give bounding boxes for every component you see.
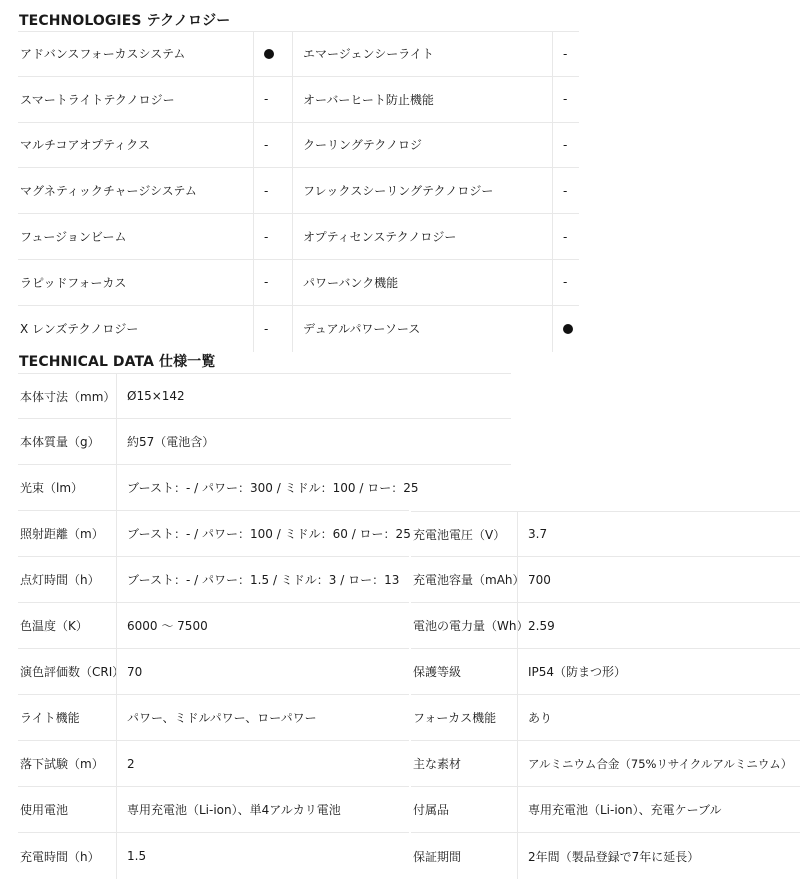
spec-row [18,419,511,465]
tech-row [18,214,579,260]
spec-label: 付属品 [413,803,450,817]
spec-value: Ø15×142 [116,374,511,418]
technical-data-title: TECHNICAL DATA 仕様一覧 [19,354,216,370]
spec-value: 2年間（製品登録で7年に延長） [517,833,800,879]
spec-label: フォーカス機能 [413,711,497,725]
spec-row [411,741,800,787]
spec-value: 2 [116,741,409,786]
tech-row [18,306,579,352]
spec-row [411,833,800,879]
tech-value: - [253,260,292,305]
spec-value: 70 [116,649,409,694]
tech-value: - [253,77,292,122]
spec-value: 専用充電池（Li-ion）、充電ケーブル [517,787,800,832]
tech-name: オーバーヒート防止機能 [292,77,552,122]
spec-label: 電池の電力量（Wh） [413,619,529,633]
spec-label: 充電時間（h） [20,849,100,864]
tech-row [18,77,579,123]
spec-row [18,511,409,557]
spec-row [411,649,800,695]
tech-value: - [253,168,292,213]
spec-row [411,511,800,557]
spec-row [18,649,409,695]
tech-name: マルチコアオプティクス [20,138,150,153]
spec-label: 演色評価数（CRI） [20,665,125,679]
spec-label: 色温度（K） [20,619,88,633]
spec-value: 約57（電池含） [116,419,511,464]
spec-row [18,787,409,833]
technologies-table [18,31,579,352]
tech-value: - [552,77,579,122]
tech-value: - [253,214,292,259]
spec-value: IP54（防まつ形） [517,649,800,694]
spec-label: 充電池電圧（V） [413,527,506,542]
spec-value: あり [517,695,800,740]
spec-value: アルミニウム合金（75%リサイクルアルミニウム） [517,741,800,786]
spec-label: 点灯時間（h） [20,573,100,587]
spec-value: ブースト：- / パワー：300 / ミドル：100 / ロー：25 [116,465,409,510]
tech-value: - [552,260,579,305]
tech-name: マグネティックチャージシステム [20,184,197,199]
spec-label: 光束（lm） [20,481,84,495]
tech-value [253,32,292,76]
spec-value: 専用充電池（Li-ion）、単4アルカリ電池 [116,787,409,832]
spec-label: 保護等級 [413,665,462,679]
tech-value: - [253,123,292,168]
technologies-title: TECHNOLOGIES テクノロジー [19,13,231,29]
spec-label: ライト機能 [20,711,80,725]
tech-name: パワーバンク機能 [292,260,552,305]
tech-value: - [552,32,579,76]
spec-value: ブースト：- / パワー：100 / ミドル：60 / ロー：25 [116,511,409,556]
spec-value: 2.59 [517,603,800,648]
tech-name: アドバンスフォーカスシステム [20,47,186,62]
spec-row [411,695,800,741]
spec-label: 主な素材 [413,757,462,771]
spec-row [18,741,409,787]
spec-row [411,787,800,833]
tech-row [18,168,579,214]
tech-name: エマージェンシーライト [292,32,552,76]
tech-name: クーリングテクノロジ [292,123,552,168]
spec-row [18,373,511,419]
spec-value: パワー、ミドルパワー、ローパワー [116,695,409,740]
spec-row [18,833,409,879]
tech-value: - [552,214,579,259]
spec-value: 3.7 [517,512,800,556]
tech-name: ラピッドフォーカス [20,275,127,290]
spec-row [411,603,800,649]
spec-label: 充電池容量（mAh） [413,573,525,587]
tech-row [18,260,579,306]
spec-label: 保証期間 [413,849,462,864]
spec-row [18,465,419,511]
spec-label: 落下試験（m） [20,757,104,771]
tech-value: - [552,168,579,213]
tech-value: - [552,123,579,168]
spec-row [18,603,409,649]
tech-row [18,123,579,169]
tech-name: オプティセンステクノロジー [292,214,552,259]
spec-value: ブースト：- / パワー：1.5 / ミドル：3 / ロー：13 [116,557,409,602]
spec-label: 本体寸法（mm） [20,389,116,404]
spec-value: 6000 ～ 7500 [116,603,409,648]
spec-row [18,557,409,603]
spec-label: 照射距離（m） [20,527,104,541]
spec-row [18,695,409,741]
tech-name: X レンズテクノロジー [20,322,139,337]
spec-value: 1.5 [116,833,409,879]
spec-value: 700 [517,557,800,602]
tech-name: スマートライトテクノロジー [20,92,175,107]
tech-name: デュアルパワーソース [292,306,552,352]
tech-row [18,31,579,77]
tech-name: フレックスシーリングテクノロジー [292,168,552,213]
spec-label: 使用電池 [20,803,69,817]
tech-value: - [253,306,292,352]
spec-row [411,557,800,603]
spec-label: 本体質量（g） [20,435,100,449]
filled-dot-icon [264,49,274,59]
tech-value [552,306,579,352]
filled-dot-icon [563,324,573,334]
tech-name: フュージョンビーム [20,230,127,245]
